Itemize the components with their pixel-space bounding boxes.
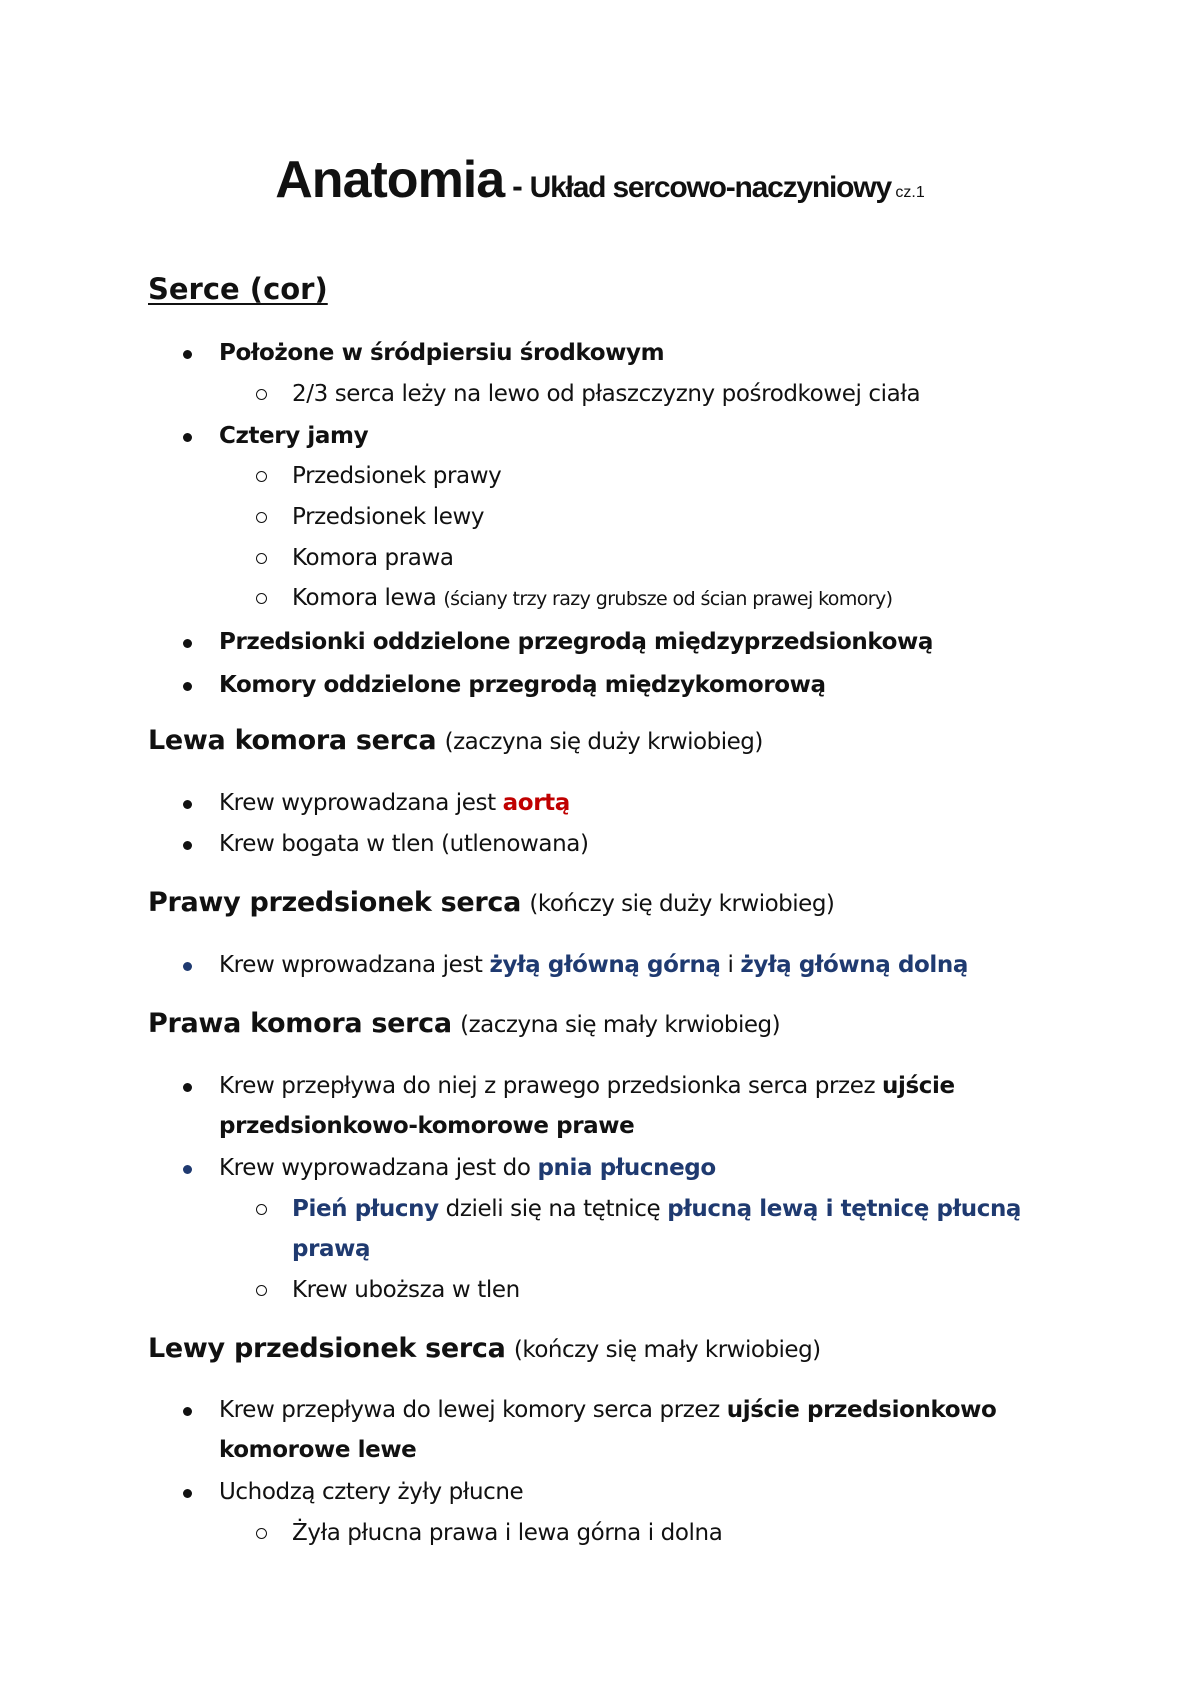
item-bold: ujście bbox=[882, 1073, 955, 1099]
title-dash: - bbox=[504, 168, 530, 204]
list-item: Położone w śródpiersiu środkowym bbox=[219, 340, 665, 366]
sub-list-item bbox=[292, 584, 892, 613]
bullet-dot bbox=[183, 1083, 192, 1092]
sub-list-item-continuation: prawą bbox=[292, 1236, 371, 1262]
heading-text: Prawy przedsionek serca bbox=[148, 887, 522, 918]
section-heading-prawy-przedsionek bbox=[148, 887, 834, 918]
section-heading-serce: Serce (cor) bbox=[148, 272, 328, 306]
item-text: dzieli się na tętnicę bbox=[438, 1196, 668, 1222]
list-item: Uchodzą cztery żyły płucne bbox=[219, 1479, 524, 1505]
section-heading-prawa-komora bbox=[148, 1008, 780, 1039]
sub-list-item: Przedsionek prawy bbox=[292, 463, 502, 489]
item-text: Krew wyprowadzana jest do bbox=[219, 1155, 538, 1181]
list-item: Krew bogata w tlen (utlenowana) bbox=[219, 831, 589, 857]
item-highlight: żyłą główną dolną bbox=[740, 952, 969, 978]
bullet-dot bbox=[183, 639, 192, 648]
bullet-circle bbox=[256, 1528, 267, 1539]
list-item bbox=[219, 1154, 716, 1182]
item-bold: ujście przedsionkowo bbox=[726, 1397, 997, 1423]
bullet-dot bbox=[183, 1489, 192, 1498]
title-part: cz.1 bbox=[890, 184, 925, 201]
document-title bbox=[0, 150, 1200, 210]
heading-note: (kończy się mały krwiobieg) bbox=[513, 1337, 821, 1363]
bullet-circle bbox=[256, 553, 267, 564]
bullet-dot bbox=[183, 1407, 192, 1416]
list-item: Cztery jamy bbox=[219, 423, 369, 449]
heading-note: (zaczyna się duży krwiobieg) bbox=[444, 729, 763, 755]
sub-list-item: Żyła płucna prawa i lewa górna i dolna bbox=[292, 1520, 723, 1546]
list-item-continuation: przedsionkowo-komorowe prawe bbox=[219, 1113, 635, 1139]
sub-list-item bbox=[292, 1195, 1021, 1223]
title-subtitle: Układ sercowo-naczyniowy bbox=[529, 171, 891, 204]
sub-item-note: (ściany trzy razy grubsze od ścian prawej komory) bbox=[443, 588, 893, 610]
heading-text: Lewy przedsionek serca bbox=[148, 1333, 506, 1364]
bullet-circle bbox=[256, 512, 267, 523]
bullet-dot bbox=[183, 682, 192, 691]
list-item bbox=[219, 1072, 955, 1100]
title-main: Anatomia bbox=[275, 151, 505, 209]
heading-note: (zaczyna się mały krwiobieg) bbox=[460, 1012, 781, 1038]
list-item bbox=[219, 1396, 996, 1424]
bullet-dot bbox=[183, 800, 192, 809]
sub-list-item: Komora prawa bbox=[292, 545, 454, 571]
bullet-circle bbox=[256, 389, 267, 400]
bullet-circle bbox=[256, 471, 267, 482]
item-text: Krew przepływa do niej z prawego przedsionka serca przez bbox=[219, 1073, 883, 1099]
heading-text: Lewa komora serca bbox=[148, 725, 437, 756]
bullet-circle bbox=[256, 593, 267, 604]
sub-item-text: Komora lewa bbox=[292, 585, 437, 611]
sub-list-item: Przedsionek lewy bbox=[292, 504, 485, 530]
bullet-circle bbox=[256, 1285, 267, 1296]
item-highlight: żyłą główną górną bbox=[489, 952, 721, 978]
bullet-dot bbox=[183, 841, 192, 850]
list-item: Przedsionki oddzielone przegrodą międzyprzedsionkową bbox=[219, 629, 933, 655]
list-item bbox=[219, 951, 968, 979]
sub-list-item: Krew uboższa w tlen bbox=[292, 1277, 520, 1303]
item-highlight: pnia płucnego bbox=[537, 1155, 716, 1181]
bullet-dot bbox=[183, 962, 192, 971]
section-heading-lewa-komora bbox=[148, 725, 763, 756]
sub-list-item: 2/3 serca leży na lewo od płaszczyzny pośrodkowej ciała bbox=[292, 381, 921, 407]
list-item bbox=[219, 789, 570, 817]
item-highlight: aortą bbox=[502, 790, 570, 816]
item-text: i bbox=[720, 952, 741, 978]
heading-text: Prawa komora serca bbox=[148, 1008, 452, 1039]
section-heading-lewy-przedsionek bbox=[148, 1333, 821, 1364]
bullet-dot bbox=[183, 433, 192, 442]
list-item: Komory oddzielone przegrodą międzykomorową bbox=[219, 672, 826, 698]
bullet-dot bbox=[183, 1165, 192, 1174]
item-text: Krew przepływa do lewej komory serca przez bbox=[219, 1397, 727, 1423]
item-text: Krew wprowadzana jest bbox=[219, 952, 490, 978]
item-highlight: Pień płucny bbox=[292, 1196, 439, 1222]
list-item-continuation: komorowe lewe bbox=[219, 1437, 417, 1463]
bullet-dot bbox=[183, 350, 192, 359]
heading-note: (kończy się duży krwiobieg) bbox=[529, 891, 835, 917]
bullet-circle bbox=[256, 1204, 267, 1215]
item-highlight: płucną lewą i tętnicę płucną bbox=[667, 1196, 1022, 1222]
item-text: Krew wyprowadzana jest bbox=[219, 790, 503, 816]
